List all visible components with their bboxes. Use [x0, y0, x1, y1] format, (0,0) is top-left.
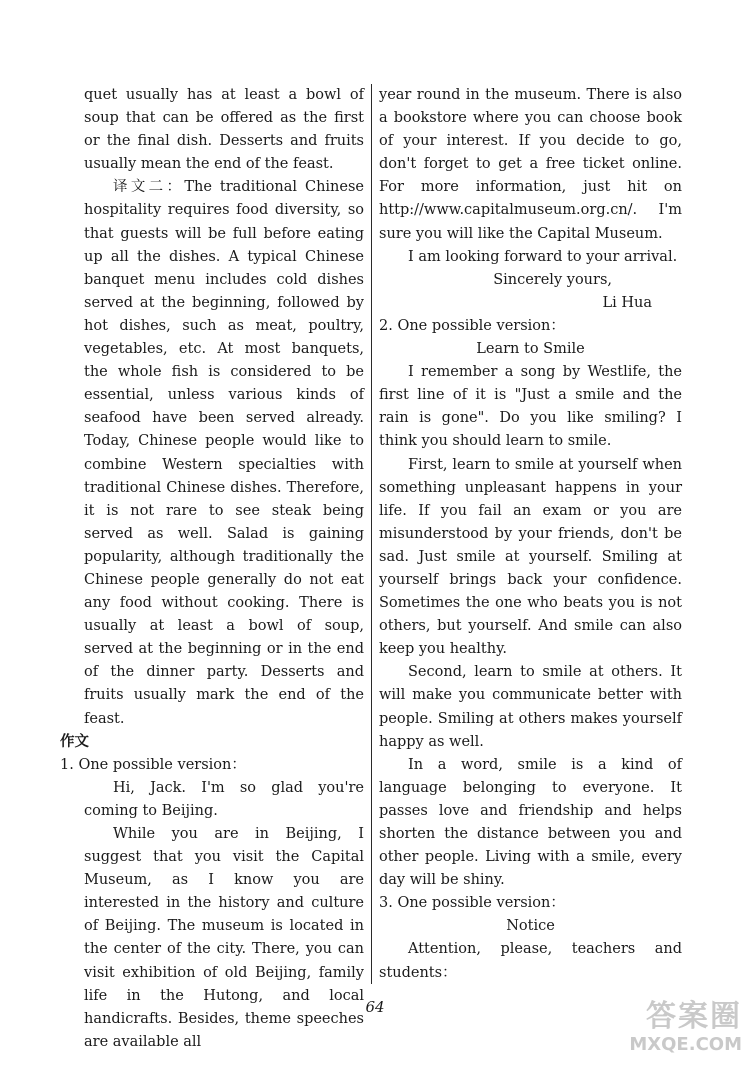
paragraph-museum-suggestion: While you are in Beijing, I suggest that you visit the Capital Museum, as I know you are interested in the history and culture of Beijing. The museum is located in the center of the city. There, you can visit exhibition of old Beijing, family life in the Hutong, and local handicrafts. Besides, theme speeches are available all — [84, 826, 364, 1050]
item-1-label: 1. One possible version： — [60, 756, 246, 773]
paragraph-attention: Attention, please, teachers and students： — [379, 941, 682, 981]
paragraph-in-a-word: In a word, smile is a kind of language belonging to everyone. It passes love and friendship and helps shorten the distance between you and other people. Living with a smile, every day will be shiny. — [379, 756, 682, 889]
letter-closing: Sincerely yours, — [493, 271, 612, 288]
watermark-logo — [612, 1000, 742, 1060]
watermark-site: MXQE.COM — [629, 1034, 742, 1055]
page-number: 64 — [365, 998, 385, 1016]
section-heading-composition: 作文 — [60, 733, 89, 750]
item-2-label: 2. One possible version： — [379, 317, 565, 334]
paragraph-looking-forward: I am looking forward to your arrival. — [408, 248, 678, 265]
letter-signature: Li Hua — [602, 294, 652, 311]
watermark-chinese: 答案圈 — [646, 999, 742, 1034]
left-column — [60, 84, 364, 1054]
paragraph-banquet-end: quet usually has at least a bowl of soup that can be offered as the first or the final dish. Desserts and fruits usually mean the end of the feast. — [84, 87, 364, 173]
paragraph-smile-at-yourself: First, learn to smile at yourself when something unpleasant happens in your life. If you fail an exam or you are misunderstood by your friends, don't be sad. Just smile at yourself. Smiling at yourself brings back your confidence. Sometimes the one who beats you is not others, but yourself. And smile can also keep you healthy. — [379, 456, 682, 658]
right-column — [379, 84, 682, 985]
paragraph-translation-two: 译文二：The traditional Chinese hospitality requires food diversity, so that guests will be full before eating up all the dishes. A typical Chinese banquet menu includes cold dishes served at the beginning, followed by hot dishes, such as meat, poultry, vegetables, etc. At most banquets, the whole fish is considered to be essential, unless various kinds of seafood have been served already. Today, Chinese people would like to combine Western specialties with traditional Chinese dishes. Therefore, it is not rare to see steak being served as well. Salad is gaining popularity, although traditionally the Chinese people generally do not eat any food without cooking. There is usually at least a bowl of soup, served at the beginning or in the end of the dinner party. Desserts and fruits usually mark the end of the feast. — [84, 179, 364, 727]
paragraph-westlife: I remember a song by Westlife, the first line of it is "Just a smile and the rain is gone". Do you like smiling? I think you should learn to smile. — [379, 364, 682, 450]
letter-greeting: Hi, Jack. I'm so glad you're coming to Beijing. — [84, 779, 364, 819]
essay-title-learn-to-smile: Learn to Smile — [476, 341, 585, 358]
item-3-label: 3. One possible version： — [379, 895, 565, 912]
paragraph-smile-at-others: Second, learn to smile at others. It will make you communicate better with people. Smiling at others makes yourself happy as well. — [379, 664, 682, 750]
notice-title: Notice — [506, 918, 555, 935]
column-divider — [371, 84, 372, 984]
paragraph-museum-continued: year round in the museum. There is also a bookstore where you can choose book of your interest. If you decide to go, don't forget to get a free ticket online. For more information, just hit on http://www.capitalmuseum.org.cn/. I'm sure you will like the Capital Museum. — [379, 87, 682, 242]
